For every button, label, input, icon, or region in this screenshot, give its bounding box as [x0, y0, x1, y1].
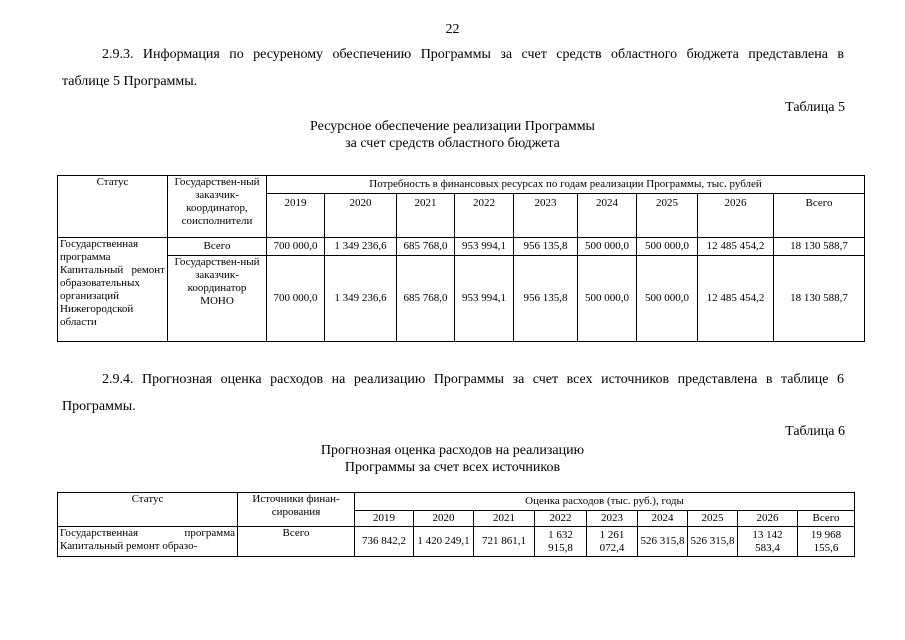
value-cell: 13 142 583,4: [738, 527, 798, 557]
header-year: 2023: [514, 194, 578, 238]
header-year: Всего: [798, 511, 855, 527]
header-year: 2021: [474, 511, 535, 527]
table-row: [58, 527, 855, 557]
header-year: 2022: [455, 194, 514, 238]
table-row: [58, 256, 865, 342]
header-year: 2023: [587, 511, 638, 527]
value-cell: 685 768,0: [397, 256, 455, 342]
header-year: Всего: [774, 194, 865, 238]
value-cell: 526 315,8: [688, 527, 738, 557]
value-cell: 1 632 915,8: [535, 527, 587, 557]
value-cell: 700 000,0: [267, 238, 325, 256]
table-6-caption: Таблица 6: [785, 424, 845, 439]
paragraph-line: таблице 5 Программы.: [62, 74, 198, 89]
header-year: 2019: [267, 194, 325, 238]
header-year: 2020: [325, 194, 397, 238]
header-sources: Источники финан-сирования: [238, 493, 355, 527]
paragraph-line: 2.9.3. Информация по ресуреному обеспечению Программы за счет средств областного бюджета представлена в: [102, 47, 844, 62]
header-year: 2025: [637, 194, 698, 238]
header-year: 2025: [688, 511, 738, 527]
value-cell: 500 000,0: [637, 256, 698, 342]
paragraph-line: Программы.: [62, 399, 136, 414]
header-estimate: Оценка расходов (тыс. руб.), годы: [355, 493, 855, 511]
header-year: 2021: [397, 194, 455, 238]
value-cell: 12 485 454,2: [698, 238, 774, 256]
value-cell: 685 768,0: [397, 238, 455, 256]
table-title-line: Прогнозная оценка расходов на реализацию: [320, 443, 585, 458]
header-year: 2024: [578, 194, 637, 238]
page-number: 22: [445, 22, 460, 37]
header-year: 2024: [638, 511, 688, 527]
row-label: Всего: [168, 238, 267, 256]
header-year: 2020: [414, 511, 474, 527]
value-cell: 953 994,1: [455, 256, 514, 342]
value-cell: 1 349 236,6: [325, 238, 397, 256]
paragraph-2-9-4: [62, 366, 844, 420]
table-5-caption: Таблица 5: [785, 100, 845, 115]
header-status: Статус: [58, 493, 238, 527]
value-cell: 956 135,8: [514, 256, 578, 342]
value-cell: 953 994,1: [455, 238, 514, 256]
table-title-line: Программы за счет всех источников: [344, 460, 561, 475]
value-cell: 500 000,0: [578, 238, 637, 256]
header-year: 2026: [738, 511, 798, 527]
value-cell: 18 130 588,7: [774, 238, 865, 256]
value-cell: 736 842,2: [355, 527, 414, 557]
value-cell: 700 000,0: [267, 256, 325, 342]
value-cell: 12 485 454,2: [698, 256, 774, 342]
value-cell: 1 420 249,1: [414, 527, 474, 557]
header-customer: Государствен-ный заказчик-координатор, соисполнители: [168, 176, 267, 238]
table-6: [57, 492, 855, 557]
table-title-line: Ресурсное обеспечение реализации Программы: [310, 119, 595, 134]
value-cell: 1 261 072,4: [587, 527, 638, 557]
header-year: 2019: [355, 511, 414, 527]
paragraph-line: 2.9.4. Прогнозная оценка расходов на реализацию Программы за счет всех источников представлена в таблице 6: [102, 372, 844, 387]
value-cell: 1 349 236,6: [325, 256, 397, 342]
value-cell: 18 130 588,7: [774, 256, 865, 342]
table-5-title: [0, 118, 905, 152]
row-label: Всего: [238, 527, 355, 557]
value-cell: 500 000,0: [637, 238, 698, 256]
value-cell: 19 968 155,6: [798, 527, 855, 557]
table-row: [58, 238, 865, 256]
header-status: Статус: [58, 176, 168, 238]
table-5: [57, 175, 865, 342]
table-title-line: за счет средств областного бюджета: [345, 136, 560, 151]
header-year: 2026: [698, 194, 774, 238]
value-cell: 500 000,0: [578, 256, 637, 342]
status-cell: Государственная программа Капитальный ремонт образовательных организаций Нижегородской области: [58, 238, 168, 342]
status-cell: Государственная программа Капитальный ремонт образо-: [58, 527, 238, 557]
row-label: Государствен-ный заказчик-координатор МОНО: [168, 256, 267, 342]
table-6-title: [0, 442, 905, 476]
header-year: 2022: [535, 511, 587, 527]
value-cell: 721 861,1: [474, 527, 535, 557]
paragraph-2-9-3: [62, 41, 844, 95]
value-cell: 956 135,8: [514, 238, 578, 256]
header-need: Потребность в финансовых ресурсах по годам реализации Программы, тыс. рублей: [267, 176, 865, 194]
value-cell: 526 315,8: [638, 527, 688, 557]
